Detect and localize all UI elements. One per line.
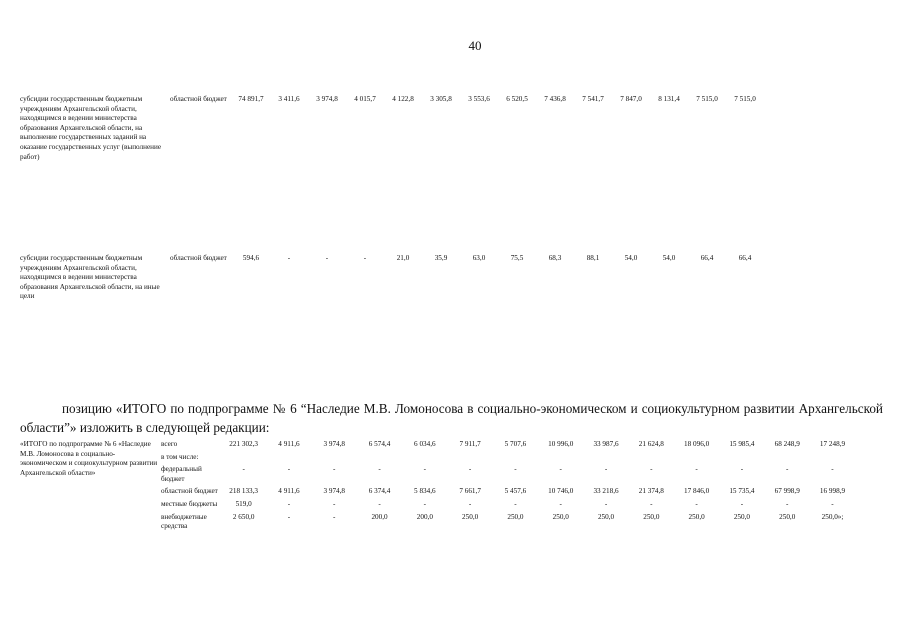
row-source: внебюджетные средства <box>161 512 207 531</box>
value-cell: - <box>695 465 698 474</box>
value-cell: 250,0 <box>643 512 660 521</box>
value-cell: 17 248,9 <box>819 440 846 448</box>
value-cell <box>402 453 447 466</box>
value-cell <box>538 453 583 466</box>
value-cell: 66,4 <box>738 254 752 262</box>
value-cell: 250,0 <box>688 512 705 521</box>
value-cell: 68,3 <box>548 254 562 262</box>
value-cell: 3 974,8 <box>316 95 338 103</box>
value-cell: 250,0 <box>597 512 615 521</box>
value-cell: - <box>287 254 291 262</box>
value-cell: - <box>333 512 336 521</box>
value-cell: - <box>831 465 834 474</box>
value-cell: - <box>363 254 367 262</box>
value-cell: 17 846,0 <box>684 487 710 496</box>
value-cell: 4 122,8 <box>392 95 414 103</box>
row-source: всего <box>161 440 178 448</box>
value-cell: 3 411,6 <box>278 95 300 103</box>
value-cell: 35,9 <box>434 254 448 262</box>
value-cell <box>583 453 628 466</box>
row-source: федеральный бюджет <box>161 465 202 483</box>
value-cell: - <box>333 465 336 474</box>
value-cell: 66,4 <box>700 254 714 262</box>
value-cell <box>719 453 764 466</box>
value-cell: 7 515,0 <box>734 95 756 103</box>
value-cell: 2 650,0 <box>232 512 255 521</box>
value-cell: 4 911,6 <box>278 440 300 448</box>
value-cell: 68 248,9 <box>774 440 800 448</box>
value-cell: 21 624,8 <box>638 440 664 448</box>
value-cell: 67 998,9 <box>774 487 800 496</box>
funding-table-itogo <box>20 440 855 535</box>
value-cell: 15 735,4 <box>729 487 755 496</box>
funding-table-top-row-1 <box>20 95 764 162</box>
value-cell: 3 974,8 <box>323 440 346 448</box>
row-source: в том числе: <box>161 452 199 461</box>
value-cell: 3 305,8 <box>430 95 452 103</box>
value-cell: - <box>423 465 427 474</box>
value-cell: - <box>242 465 245 474</box>
value-cell: - <box>650 465 653 474</box>
value-cell: - <box>514 499 517 508</box>
value-cell: - <box>287 465 291 474</box>
value-cell: 6 574,4 <box>368 440 391 448</box>
value-cell: - <box>333 499 336 508</box>
value-cell: 250,0 <box>552 512 569 521</box>
value-cell: 6 374,4 <box>368 487 391 496</box>
value-cell: - <box>604 499 608 508</box>
value-cell: 519,0 <box>235 499 252 508</box>
value-cell <box>810 453 855 466</box>
value-cell: - <box>695 499 698 508</box>
value-cell <box>674 453 719 466</box>
value-cell: 4 911,6 <box>278 487 300 496</box>
value-cell: - <box>287 499 291 508</box>
amendment-paragraph: позицию «ИТОГО по подпрограмме № 6 “Наследие М.В. Ломоносова в социально-экономическом и социокультурном развитии Архангельской области”» изложить в следующей редакции: <box>20 401 883 436</box>
row-source: местные бюджеты <box>161 499 218 508</box>
value-cell <box>221 453 266 466</box>
value-cell <box>266 453 311 466</box>
value-cell <box>765 453 810 466</box>
value-cell: 7 515,0 <box>696 95 718 103</box>
value-cell: - <box>831 499 834 508</box>
value-cell: 63,0 <box>472 254 486 262</box>
value-cell: 18 096,0 <box>684 440 710 448</box>
value-cell <box>357 453 402 466</box>
value-cell: 250,0 <box>462 512 479 521</box>
value-cell: 250,0 <box>733 512 750 521</box>
value-cell: 594,6 <box>242 254 260 262</box>
row-source: областной бюджет <box>170 95 227 103</box>
value-cell: 221 302,3 <box>229 440 259 448</box>
value-cell: - <box>786 465 789 474</box>
value-cell: 8 131,4 <box>658 95 680 103</box>
value-cell: 4 015,7 <box>354 95 376 103</box>
value-cell: - <box>378 465 381 474</box>
value-cell: 54,0 <box>662 254 676 262</box>
table-row <box>20 254 764 302</box>
value-cell: 33 218,6 <box>593 487 619 496</box>
value-cell: 21,0 <box>396 254 410 262</box>
value-cell: 21 374,8 <box>638 487 664 496</box>
value-cell <box>312 453 357 466</box>
value-cell: 7 847,0 <box>620 95 642 103</box>
value-cell: - <box>786 499 789 508</box>
value-cell: 10 996,0 <box>548 440 574 448</box>
table-row <box>20 95 764 162</box>
value-cell: 88,1 <box>586 254 600 262</box>
value-cell: 7 661,7 <box>459 487 481 496</box>
value-cell: 15 985,4 <box>729 440 755 448</box>
value-cell: 16 998,9 <box>819 487 846 496</box>
table-row <box>20 440 855 453</box>
page-number: 40 <box>468 38 482 53</box>
value-cell <box>493 453 538 466</box>
value-cell: - <box>740 465 744 474</box>
value-cell: - <box>468 465 472 474</box>
value-cell <box>447 453 492 466</box>
value-cell: 6 520,5 <box>506 95 528 103</box>
value-cell: 54,0 <box>624 254 638 262</box>
row-description: субсидии государственным бюджетным учреждениям Архангельской области, находящимся в ведении министерства образования Архангельской области, на иные цели <box>20 254 160 301</box>
value-cell: 200,0 <box>416 512 433 521</box>
value-cell: 200,0 <box>371 512 388 521</box>
value-cell: - <box>468 499 472 508</box>
value-cell: 3 553,6 <box>468 95 490 103</box>
row-description: субсидии государственным бюджетным учреждениям Архангельской области, находящимся в ведении министерства образования Архангельской области, на выполнение государственных заданий на оказание государственных услуг (выполнение работ) <box>20 95 162 161</box>
value-cell: 74 891,7 <box>238 95 264 103</box>
value-cell: - <box>514 465 517 474</box>
row-source: областной бюджет <box>161 487 218 496</box>
value-cell: - <box>559 499 562 508</box>
value-cell: 6 034,6 <box>414 440 436 448</box>
value-cell: 5 457,6 <box>504 487 527 496</box>
value-cell: 3 974,8 <box>323 487 346 496</box>
funding-table-top-row-2 <box>20 254 764 302</box>
value-cell: - <box>740 499 744 508</box>
row-source: областной бюджет <box>170 254 227 262</box>
row-description: «ИТОГО по подпрограмме № 6 «Наследие М.В. Ломоносова в социально-экономическом и социокультурном развитии Архангельской области» <box>20 440 158 477</box>
value-cell: 250,0»; <box>821 512 844 521</box>
value-cell: 7 541,7 <box>582 95 604 103</box>
value-cell: 10 746,0 <box>548 487 574 496</box>
value-cell: - <box>650 499 653 508</box>
value-cell: 7 911,7 <box>459 440 481 448</box>
value-cell: 33 987,6 <box>593 440 619 448</box>
value-cell: - <box>287 512 291 521</box>
value-cell: 7 436,8 <box>544 95 566 103</box>
value-cell: 5 707,6 <box>504 440 527 448</box>
value-cell: - <box>325 254 329 262</box>
value-cell: - <box>559 465 562 474</box>
value-cell: 5 834,6 <box>414 487 436 496</box>
value-cell: 250,0 <box>779 512 796 521</box>
value-cell: 75,5 <box>510 254 524 262</box>
value-cell: 218 133,3 <box>229 487 259 496</box>
value-cell: - <box>378 499 381 508</box>
value-cell <box>629 453 674 466</box>
value-cell: - <box>604 465 608 474</box>
value-cell: 250,0 <box>507 512 524 521</box>
value-cell: - <box>423 499 427 508</box>
